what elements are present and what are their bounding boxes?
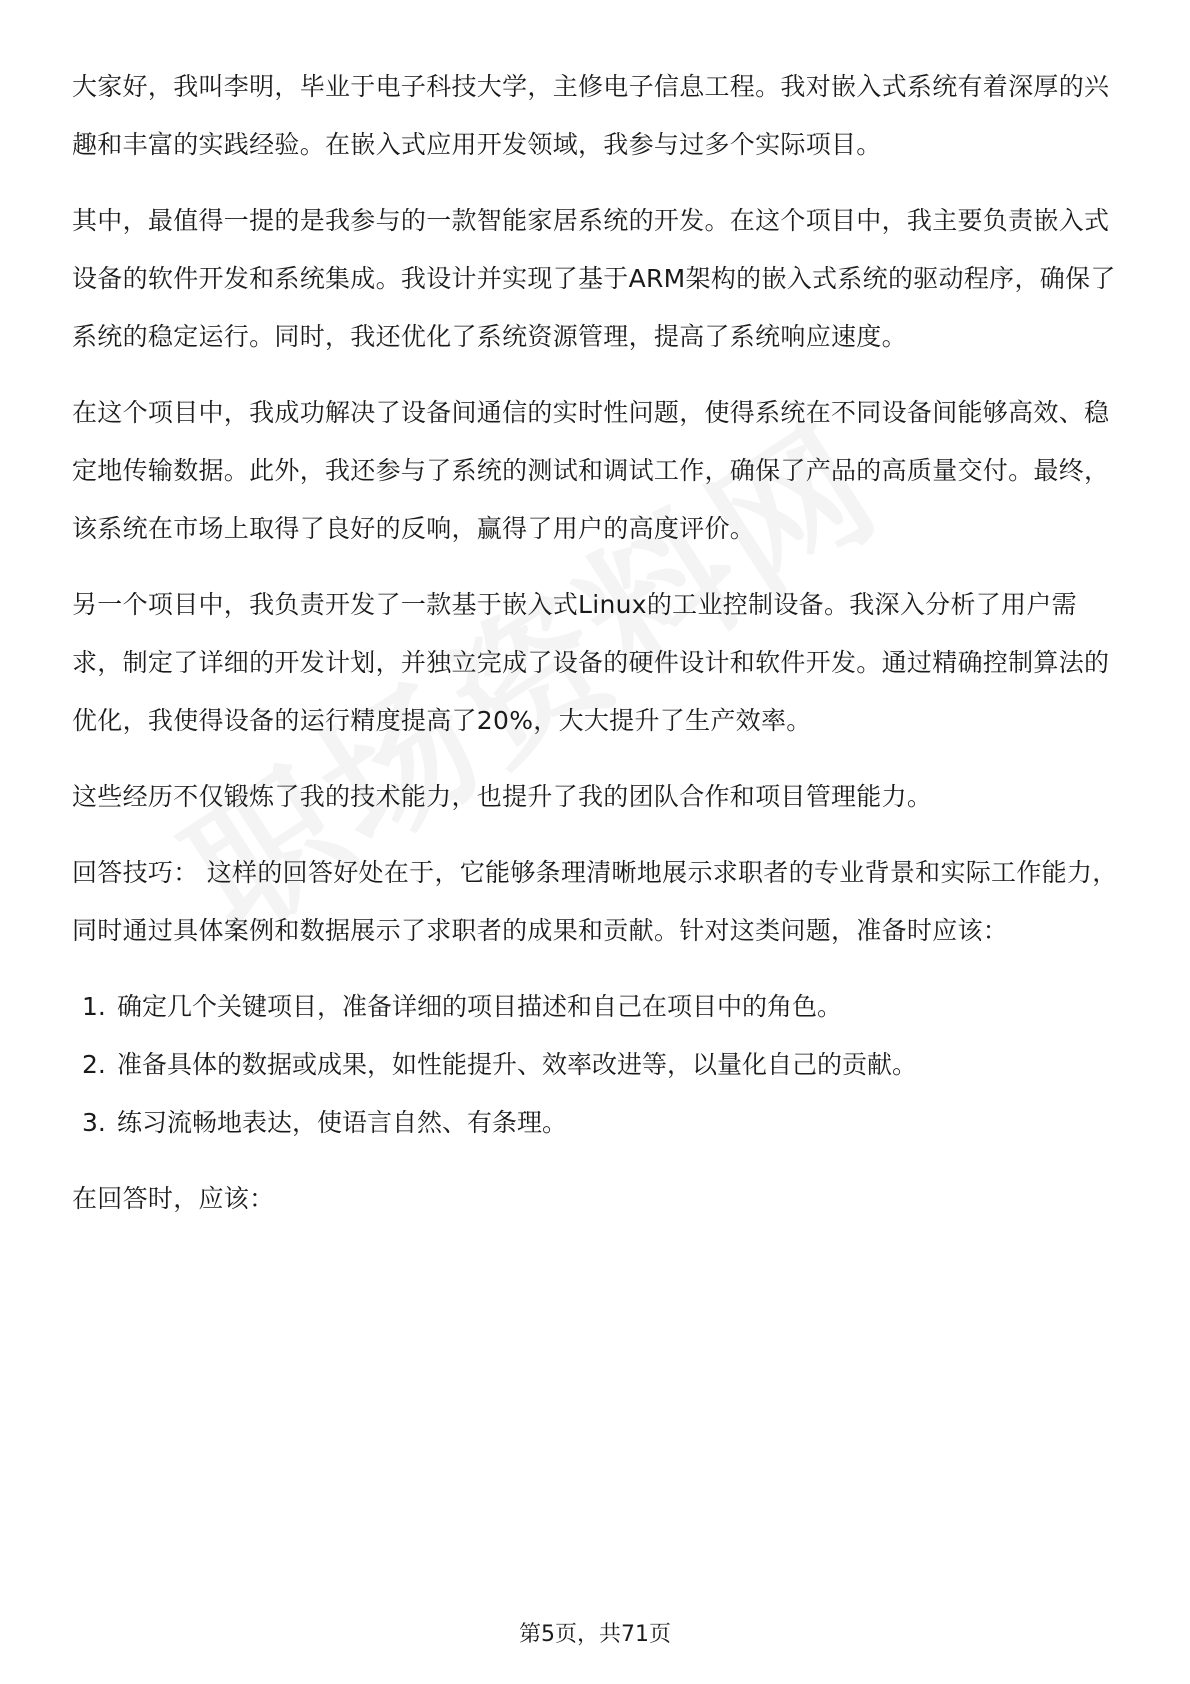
list-item-text: 练习流畅地表达，使语言自然、有条理。 <box>117 1108 568 1137</box>
list-item-text: 准备具体的数据或成果，如性能提升、效率改进等，以量化自己的贡献。 <box>117 1050 918 1079</box>
paragraph-smart-home-project: 其中，最值得一提的是我参与的一款智能家居系统的开发。在这个项目中，我主要负责嵌入式设备的软件开发和系统集成。我设计并实现了基于ARM架构的嵌入式系统的驱动程序，确保了系统的稳定运行。同时，我还优化了系统资源管理，提高了系统响应速度。 <box>72 206 1116 351</box>
list-number: 2. <box>82 1050 106 1079</box>
paragraph-answer-tips: 回答技巧： 这样的回答好处在于，它能够条理清晰地展示求职者的专业背景和实际工作能力，同时通过具体案例和数据展示了求职者的成果和贡献。针对这类问题，准备时应该： <box>72 858 1118 945</box>
list-item <box>72 978 1122 1036</box>
paragraph-closing: 在回答时，应该： <box>72 1184 275 1213</box>
document-body <box>72 58 1122 1246</box>
list-item-text: 确定几个关键项目，准备详细的项目描述和自己在项目中的角色。 <box>117 992 843 1021</box>
list-number: 3. <box>82 1108 106 1137</box>
list-number: 1. <box>82 992 106 1021</box>
preparation-list <box>72 978 1122 1152</box>
paragraph-intro: 大家好，我叫李明，毕业于电子科技大学，主修电子信息工程。我对嵌入式系统有着深厚的兴趣和丰富的实践经验。在嵌入式应用开发领域，我参与过多个实际项目。 <box>72 72 1110 159</box>
paragraph-summary: 这些经历不仅锻炼了我的技术能力，也提升了我的团队合作和项目管理能力。 <box>72 782 933 811</box>
list-item <box>72 1036 1122 1094</box>
paragraph-industrial-project: 另一个项目中，我负责开发了一款基于嵌入式Linux的工业控制设备。我深入分析了用户需求，制定了详细的开发计划，并独立完成了设备的硬件设计和软件开发。通过精确控制算法的优化，我使得设备的运行精度提高了20%，大大提升了生产效率。 <box>72 590 1110 735</box>
paragraph-communication: 在这个项目中，我成功解决了设备间通信的实时性问题，使得系统在不同设备间能够高效、稳定地传输数据。此外，我还参与了系统的测试和调试工作，确保了产品的高质量交付。最终，该系统在市场上取得了良好的反响，赢得了用户的高度评价。 <box>72 398 1110 543</box>
page-footer: 第5页，共71页 <box>519 1622 671 1647</box>
list-item <box>72 1094 1122 1152</box>
